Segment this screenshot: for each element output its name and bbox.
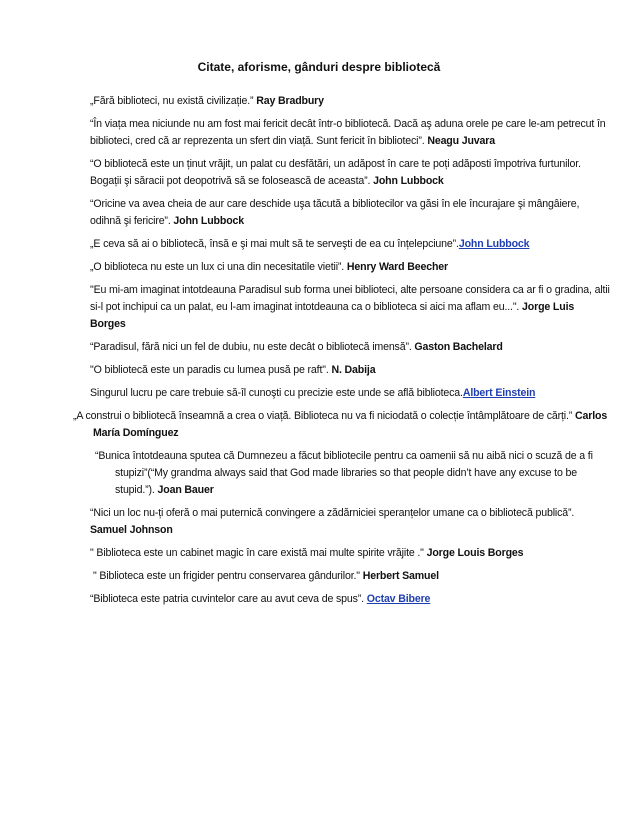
quote-text: “Oricine va avea cheia de aur care deschide uşa tăcută a bibliotecilor va găsi în ele încurajare şi mângâiere, odihnă şi fericire”. [90, 198, 580, 227]
quote-item [90, 545, 610, 562]
quote-author: John Lubbock [173, 215, 244, 227]
quote-text: „A construi o bibliotecă înseamnă a crea o viață. Biblioteca nu va fi niciodată o colecție întâmplătoare de cărți.” [73, 410, 575, 422]
quote-item [90, 448, 610, 499]
quote-author: Jorge Luis Borges [90, 301, 575, 330]
quote-author: Gaston Bachelard [414, 341, 503, 353]
author-link[interactable]: Octav Bibere [366, 593, 431, 605]
page-title: Citate, aforisme, gânduri despre bibliotecă [197, 60, 441, 74]
quote-item [90, 116, 610, 150]
quote-list [73, 93, 610, 614]
quote-item [90, 591, 610, 608]
quote-item [90, 93, 610, 110]
author-link[interactable]: John Lubbock [458, 238, 530, 250]
quote-author: Jorge Louis Borges [426, 547, 524, 559]
quote-item [73, 408, 610, 442]
quote-item [90, 505, 610, 539]
quote-item [90, 259, 610, 276]
quote-author: N. Dabija [331, 364, 376, 376]
quote-item [90, 236, 610, 253]
quote-text: "Eu mi-am imaginat intotdeauna Paradisul sub forma unei biblioteci, alte persoane considera ca ar fi o gradina, altii si-l pot inchipui ca un palat, eu l-am imaginat intotdeauna ca o biblioteca si aici ma aflam eu...". [90, 284, 610, 313]
quote-text: " Biblioteca este un cabinet magic în care există mai multe spirite vrăjite ." [90, 547, 427, 559]
quote-author: Ray Bradbury [256, 95, 324, 107]
quote-text: “Paradisul, fără nici un fel de dubiu, nu este decât o bibliotecă imensă”. [90, 341, 415, 353]
quote-text: " Biblioteca este un frigider pentru conservarea gândurilor." [93, 570, 363, 582]
quote-item [90, 196, 610, 230]
quote-author: Neagu Juvara [427, 135, 496, 147]
quote-text: “În viața mea niciunde nu am fost mai fericit decât într-o bibliotecă. Dacă aş aduna orele pe care le-am petrecut în biblioteci, cred că ar reprezenta un sfert din viață. Sunt fericit în biblioteci”. [90, 118, 606, 147]
quote-item [90, 568, 610, 585]
quote-text: “Nici un loc nu-ți oferă o mai puternică convingere a zădărniciei speranțelor umane ca o bibliotecă publică”. [90, 507, 575, 519]
quote-text: „O biblioteca nu este un lux ci una din necesitatile vietii”. [90, 261, 347, 273]
quote-text: „Fără biblioteci, nu există civilizație.” [90, 95, 257, 107]
quote-text: "O bibliotecă este un paradis cu lumea pusă pe raft". [90, 364, 332, 376]
quote-author: Samuel Johnson [90, 524, 173, 536]
quote-item [90, 282, 610, 333]
quote-text: „E ceva să ai o bibliotecă, însă e şi mai mult să te serveşti de ea cu înțelepciune”. [90, 238, 459, 250]
quote-text: “O bibliotecă este un ținut vrăjit, un palat cu desfătări, un adăpost în care te poți adăposti împotriva furtunilor. Bogații şi săracii pot deopotrivă să se folosească de aceasta”. [90, 158, 581, 187]
author-link[interactable]: Albert Einstein [462, 387, 536, 399]
quote-item [90, 385, 610, 402]
quote-text: Singurul lucru pe care trebuie să-îl cunoşti cu precizie este unde se află biblioteca. [90, 387, 463, 399]
quote-item [90, 339, 610, 356]
quote-text: “Bunica întotdeauna sputea că Dumnezeu a făcut bibliotecile pentru ca oamenii să nu aibă nici o scuză de a fi stupizi”(“My grandma always said that God made libraries so that people didn’t have any excuse to be stupid.”). [95, 450, 593, 496]
quote-author: John Lubbock [373, 175, 444, 187]
quote-text: “Biblioteca este patria cuvintelor care au avut ceva de spus”. [90, 593, 367, 605]
quote-author: Carlos María Domínguez [93, 410, 608, 439]
quote-author: Joan Bauer [157, 484, 214, 496]
quote-item [90, 362, 610, 379]
quote-item [90, 156, 610, 190]
quote-author: Herbert Samuel [362, 570, 439, 582]
quote-author: Henry Ward Beecher [346, 261, 448, 273]
